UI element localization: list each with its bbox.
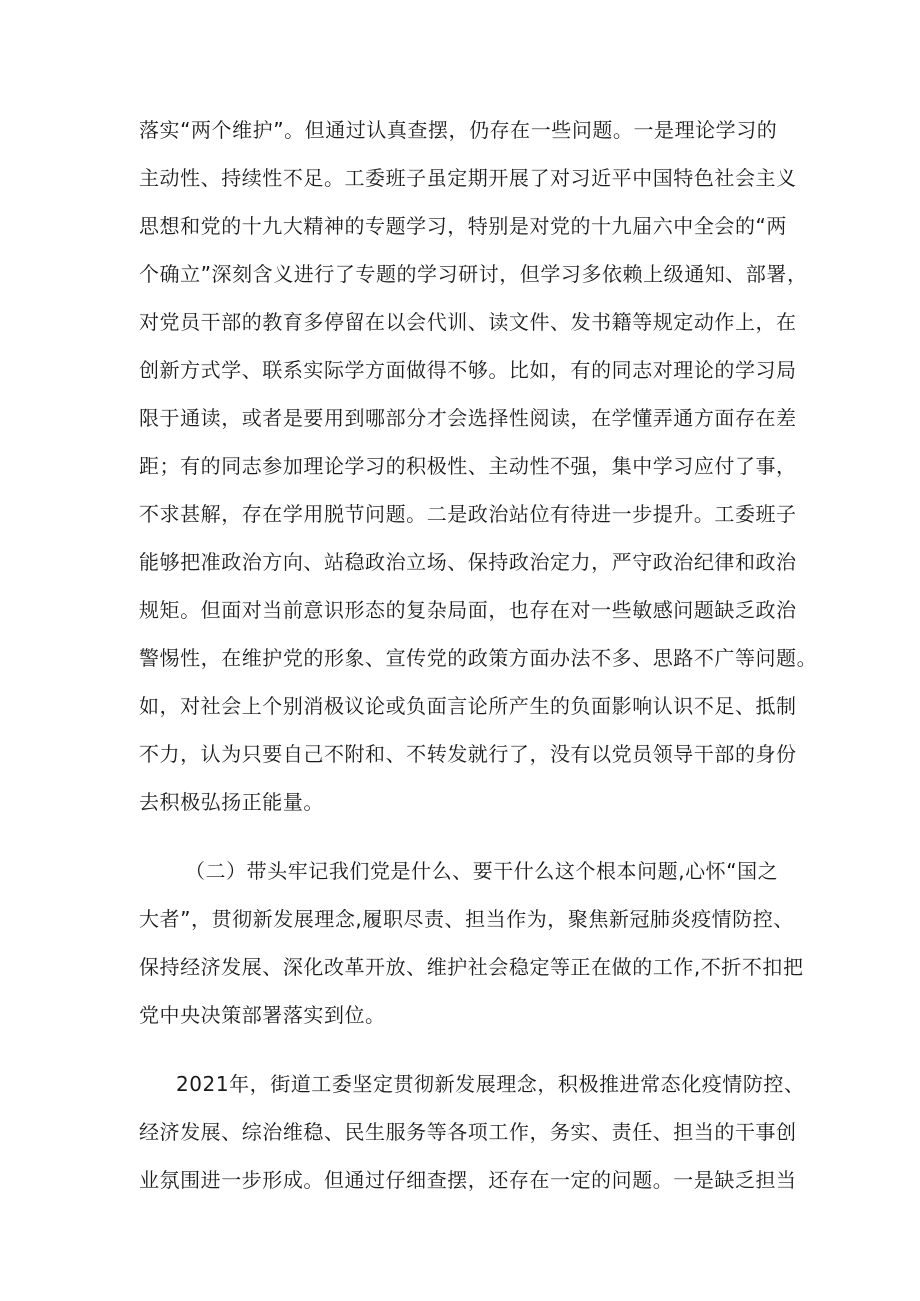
text-line: 限于通读，或者是要用到哪部分才会选择性阅读，在学懂弄通方面存在差 xyxy=(139,406,797,430)
text-line: 对党员干部的教育多停留在以会代训、读文件、发书籍等规定动作上，在 xyxy=(139,310,797,334)
text-line: 思想和党的十九大精神的专题学习，特别是对党的十九届六中全会的“两 xyxy=(139,214,787,238)
text-line: 能够把准政治方向、站稳政治立场、保持政治定力，严守政治纪律和政治 xyxy=(139,550,797,574)
text-line: 个确立”深刻含义进行了专题的学习研讨，但学习多依赖上级通知、部署， xyxy=(139,262,808,286)
text-line: 距；有的同志参加理论学习的积极性、主动性不强，集中学习应付了事， xyxy=(139,454,797,478)
text-line: 经济发展、综治维稳、民生服务等各项工作，务实、责任、担当的干事创 xyxy=(139,1120,797,1144)
text-line: 规矩。但面对当前意识形态的复杂局面，也存在对一些敏感问题缺乏政治 xyxy=(139,598,797,622)
text-line: 不求甚解，存在学用脱节问题。二是政治站位有待进一步提升。工委班子 xyxy=(139,502,797,526)
paragraph-first-line: 2021年，街道工委坚定贯彻新发展理念，积极推进常态化疫情防控、 xyxy=(176,1072,805,1096)
text-line: 落实“两个维护”。但通过认真查摆，仍存在一些问题。一是理论学习的 xyxy=(139,118,778,142)
text-line: 大者”，贯彻新发展理念,履职尽责、担当作为，聚焦新冠肺炎疫情防控、 xyxy=(139,907,794,931)
text-line: 党中央决策部署落实到位。 xyxy=(139,1003,386,1027)
section-heading-line: （二）带头牢记我们党是什么、要干什么这个根本问题,心怀“国之 xyxy=(185,859,779,883)
text-line: 如，对社会上个别消极议论或负面言论所产生的负面影响认识不足、抵制 xyxy=(139,694,797,718)
text-line: 业氛围进一步形成。但通过仔细查摆，还存在一定的问题。一是缺乏担当 xyxy=(139,1168,797,1192)
text-line: 不力，认为只要自己不附和、不转发就行了，没有以党员领导干部的身份 xyxy=(139,742,797,766)
text-line: 保持经济发展、深化改革开放、维护社会稳定等正在做的工作,不折不扣把 xyxy=(139,955,804,979)
text-line: 主动性、持续性不足。工委班子虽定期开展了对习近平中国特色社会主义 xyxy=(139,166,797,190)
text-line: 创新方式学、联系实际学方面做得不够。比如，有的同志对理论的学习局 xyxy=(139,358,797,382)
text-line: 去积极弘扬正能量。 xyxy=(139,790,324,814)
text-line: 警惕性，在维护党的形象、宣传党的政策方面办法不多、思路不广等问题。 xyxy=(139,646,818,670)
